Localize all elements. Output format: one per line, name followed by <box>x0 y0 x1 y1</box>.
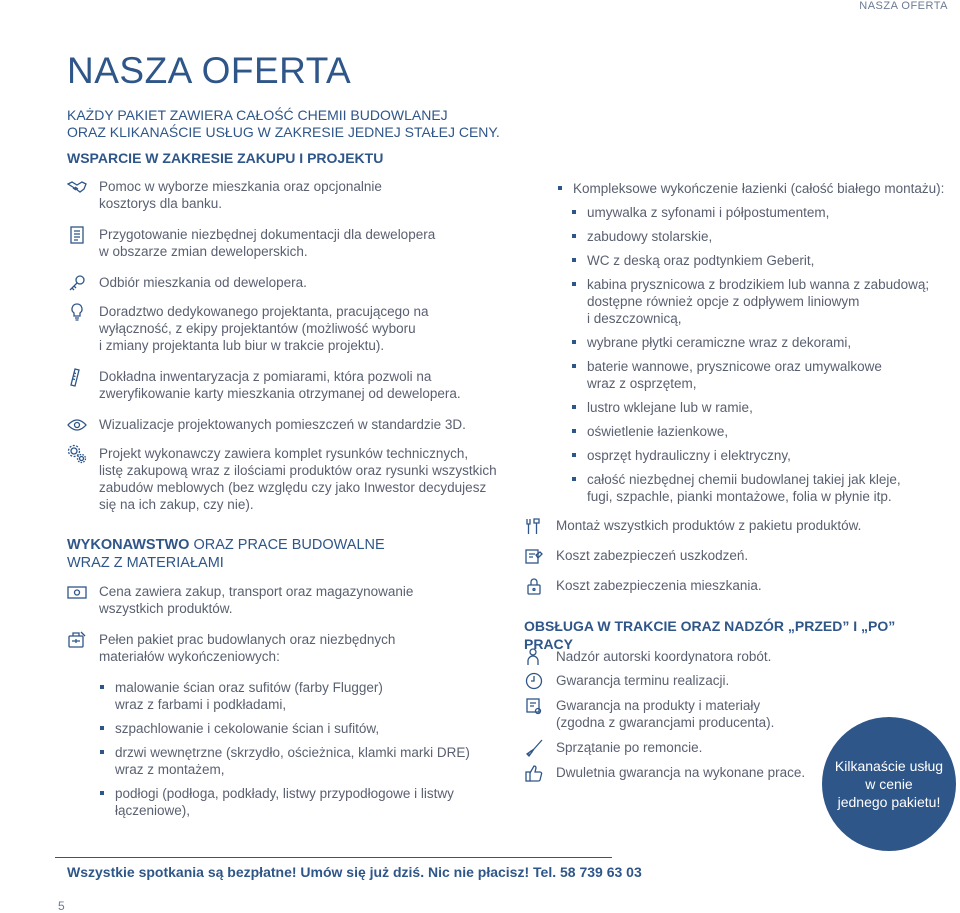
list-item: podłogi (podłoga, podkłady, listwy przypodłogowe i listwy łączeniowe), <box>99 785 509 819</box>
clock-icon <box>524 671 546 691</box>
item-line: kosztorys dla banku. <box>99 196 223 211</box>
footer-divider <box>55 857 612 858</box>
item-line: wyłączność, z ekipy projektantów (możliwość wyboru <box>99 321 416 336</box>
lock-icon <box>524 576 546 596</box>
page-number: 5 <box>58 899 65 913</box>
construction-item-price <box>67 583 497 617</box>
footer-contact: Wszystkie spotkania są bezpłatne! Umów się już dziś. Nic nie płacisz! Tel. 58 739 63 03 <box>67 864 642 880</box>
item-line: Gwarancja na produkty i materiały <box>556 698 761 713</box>
list-item: wybrane płytki ceramiczne wraz z dekorami, <box>571 334 952 351</box>
item-line: Dokładna inwentaryzacja z pomiarami, która pozwoli na <box>99 369 432 384</box>
running-head: NASZA OFERTA <box>859 0 948 12</box>
list-item: lustro wklejane lub w ramie, <box>571 399 952 416</box>
item-line: w obszarze zmian deweloperskich. <box>99 244 308 259</box>
list-item: umywalka z syfonami i półpostumentem, <box>571 204 952 221</box>
list-item: baterie wannowe, prysznicowe oraz umywalkowe wraz z osprzętem, <box>571 358 952 392</box>
ruler-icon <box>67 367 89 387</box>
insurance-icon <box>524 546 546 566</box>
intro-line-1: KAŻDY PAKIET ZAWIERA CAŁOŚĆ CHEMII BUDOWLANEJ <box>67 107 448 123</box>
tools-icon <box>524 516 546 536</box>
item-line: zweryfikowanie karty mieszkania otrzymanej od dewelopera. <box>99 386 461 401</box>
item-line: się na ich zakup, czy nie). <box>99 497 254 512</box>
item-line: Sprzątanie po remoncie. <box>556 740 703 755</box>
support-item-handover <box>67 274 497 293</box>
list-item: oświetlenie łazienkowe, <box>571 423 952 440</box>
bathroom-block <box>557 180 952 505</box>
supervision-item-coordinator <box>524 648 944 667</box>
item-line: Projekt wykonawczy zawiera komplet rysunków technicznych, <box>99 446 469 461</box>
badge-line: w cenie <box>865 776 913 792</box>
item-line: (zgodna z gwarancjami producenta). <box>556 715 775 730</box>
item-line: Odbiór mieszkania od dewelopera. <box>99 275 307 290</box>
item-line: Doradztwo dedykowanego projektanta, pracującego na <box>99 304 429 319</box>
list-item: szpachlowanie i cekolowanie ścian i sufitów, <box>99 720 509 737</box>
item-line: Pełen pakiet prac budowlanych oraz niezbędnych <box>99 632 396 647</box>
list-item: całość niezbędnej chemii budowlanej takiej jak kleje, fugi, szpachle, pianki montażowe, folia w płynie itp. <box>571 471 952 505</box>
section-title-rest: ORAZ PRACE BUDOWALNE <box>189 537 385 553</box>
section-title-support: WSPARCIE W ZAKRESIE ZAKUPU I PROJEKTU <box>67 150 384 166</box>
extra-item-apartment-protection <box>524 577 944 596</box>
item-line: Koszt zabezpieczeń uszkodzeń. <box>556 548 749 563</box>
support-item-designer <box>67 303 497 354</box>
handshake-icon <box>67 177 89 197</box>
item-line: Gwarancja terminu realizacji. <box>556 673 730 688</box>
intro-text <box>67 107 500 141</box>
construction-item-package <box>67 631 497 665</box>
badge-line: Kilkanaście usług <box>834 758 944 774</box>
support-item-visualization <box>67 416 497 435</box>
key-icon <box>67 273 89 293</box>
gears-icon <box>67 444 89 464</box>
page-title: NASZA OFERTA <box>67 50 352 91</box>
item-line: i zmiany projektanta lub biur w trakcie projektu). <box>99 338 385 353</box>
support-item-inventory <box>67 368 497 402</box>
badge-line: jednego pakietu! <box>837 794 941 810</box>
list-item: zabudowy stolarskie, <box>571 228 952 245</box>
item-line: wszystkich produktów. <box>99 601 233 616</box>
item-line: zabudów meblowych (bez względu czy jako Inwestor decydujesz <box>99 480 487 495</box>
item-line: Montaż wszystkich produktów z pakietu produktów. <box>556 518 862 533</box>
list-item: osprzęt hydrauliczny i elektryczny, <box>571 447 952 464</box>
item-line: listę zakupową wraz z ilościami produktów oraz rysunki wszystkich <box>99 463 497 478</box>
certificate-icon <box>524 696 546 716</box>
person-icon <box>524 647 546 667</box>
item-line: Koszt zabezpieczenia mieszkania. <box>556 578 762 593</box>
list-item: malowanie ścian oraz sufitów (farby Flugger) wraz z farbami i podkładami, <box>99 679 509 713</box>
construction-bullets <box>99 679 509 819</box>
section-title-bold: WYKONAWSTWO <box>67 537 190 553</box>
broom-icon <box>524 738 546 758</box>
support-item-documentation <box>67 226 497 260</box>
item-line: Dwuletnia gwarancja na wykonane prace. <box>556 765 806 780</box>
section-title-line2: WRAZ Z MATERIAŁAMI <box>67 555 224 571</box>
intro-line-2: ORAZ KLIKANAŚCIE USŁUG W ZAKRESIE JEDNEJ STAŁEJ CENY. <box>67 124 500 140</box>
item-line: Nadzór autorski koordynatora robót. <box>556 649 772 664</box>
extra-item-damage-protection <box>524 547 944 566</box>
list-item: kabina prysznicowa z brodzikiem lub wanna z zabudową; dostępne również opcje z odpływem liniowym i deszczownicą, <box>571 276 952 327</box>
materials-icon <box>67 630 89 650</box>
document-icon <box>67 225 89 245</box>
list-item: Kompleksowe wykończenie łazienki (całość białego montażu): <box>557 180 952 197</box>
item-line: Przygotowanie niezbędnej dokumentacji dla dewelopera <box>99 227 436 242</box>
support-item-bank <box>67 178 497 212</box>
list-item: drzwi wewnętrzne (skrzydło, ościeżnica, klamki marki DRE) wraz z montażem, <box>99 744 509 778</box>
money-icon <box>67 582 89 602</box>
section-title-supervision: OBSŁUGA W TRAKCIE ORAZ NADZÓR „PRZED” I „PO” PRACY <box>524 618 896 652</box>
item-line: Wizualizacje projektowanych pomieszczeń w standardzie 3D. <box>99 417 466 432</box>
thumbs-up-icon <box>524 763 546 783</box>
lightbulb-icon <box>67 302 89 322</box>
item-line: materiałów wykończeniowych: <box>99 649 280 664</box>
item-line: Cena zawiera zakup, transport oraz magazynowanie <box>99 584 414 599</box>
eye-icon <box>67 415 89 435</box>
promo-badge <box>822 717 956 851</box>
extra-item-installation <box>524 517 944 536</box>
item-line: Pomoc w wyborze mieszkania oraz opcjonalnie <box>99 179 382 194</box>
support-item-project <box>67 445 497 513</box>
section-title-construction <box>67 536 497 572</box>
list-item: WC z deską oraz podtynkiem Geberit, <box>571 252 952 269</box>
supervision-item-deadline <box>524 672 944 691</box>
